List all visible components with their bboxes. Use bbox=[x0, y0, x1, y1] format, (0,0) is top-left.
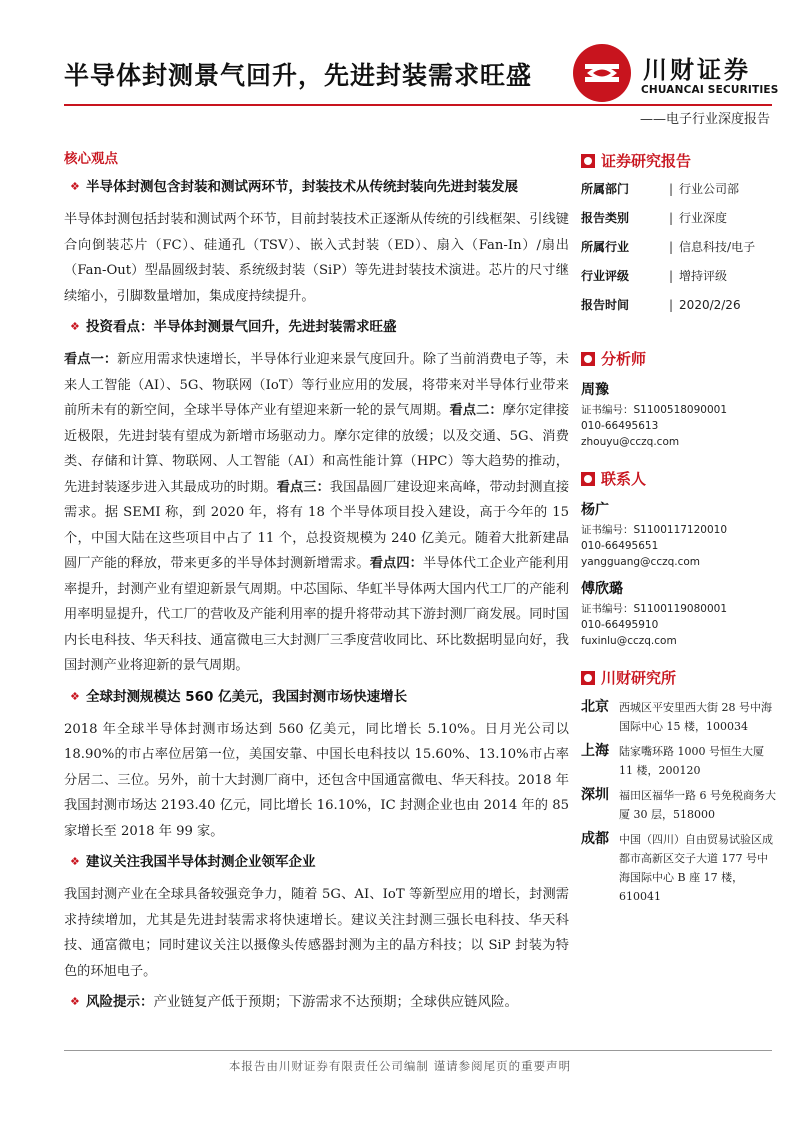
info-key: 报告时间 bbox=[581, 298, 630, 312]
info-value: | 2020/2/26 bbox=[669, 297, 741, 313]
person-cert: 证书编号：S1100119080001 bbox=[581, 603, 728, 615]
info-value: | 行业公司部 bbox=[669, 181, 739, 197]
info-value: | 行业深度 bbox=[669, 210, 727, 226]
risk-text: 产业链复产低于预期；下游需求不达预期；全球供应链风险。 bbox=[153, 994, 518, 1010]
office-city: 成都 bbox=[581, 831, 609, 847]
office-list bbox=[581, 698, 776, 906]
logo-text-en: CHUANCAI SECURITIES bbox=[641, 84, 779, 96]
point-text: 我国晶圆厂建设迎来高峰，带动封测直接需求。据 SEMI 称，到 2020 年，将有 18 个半导体项目投入建设，高于今年的 15 个，中国大陆在这些项目中占了 11 个，总投资规模为 240 亿美元。随着大批新建晶圆厂产能的释放，带来更多的半导体封测新增需求。 bbox=[64, 479, 570, 571]
info-key: 报告类别 bbox=[581, 211, 630, 225]
report-info-list bbox=[581, 181, 776, 326]
report-header bbox=[0, 0, 800, 140]
info-key: 所属行业 bbox=[581, 240, 630, 254]
point-text: 摩尔定律接近极限，先进封装有望成为新增市场驱动力。摩尔定律的放缓；以及交通、5G、消费类、存储和计算、物联网、人工智能（AI）和高性能计算（HPC）等大趋势的推动，先进封装逐步进入其最成功的时期。 bbox=[64, 403, 570, 495]
person-email[interactable]: zhouyu@cczq.com bbox=[581, 436, 680, 448]
diamond-bullet-icon: ❖ bbox=[70, 689, 80, 703]
office-entry bbox=[581, 742, 776, 780]
section-marker-icon bbox=[581, 472, 595, 486]
company-logo bbox=[573, 42, 779, 106]
person-name: 周豫 bbox=[581, 382, 609, 398]
analyst-card bbox=[581, 379, 776, 450]
person-phone: 010-66495910 bbox=[581, 619, 659, 631]
point-label: 看点四： bbox=[369, 556, 423, 571]
diamond-bullet-icon: ❖ bbox=[70, 995, 80, 1008]
section-marker-icon bbox=[581, 671, 595, 685]
info-key: 所属部门 bbox=[581, 182, 630, 196]
person-cert: 证书编号：S1100518090001 bbox=[581, 404, 728, 416]
section-title-text: 川财研究所 bbox=[601, 669, 677, 687]
diamond-bullet-icon: ❖ bbox=[70, 320, 80, 333]
info-value: | 信息科技/电子 bbox=[669, 239, 755, 255]
office-entry bbox=[581, 786, 776, 824]
point-label: 看点三： bbox=[276, 479, 330, 495]
logo-mark-icon bbox=[573, 44, 631, 102]
office-address: 西城区平安里西大街 28 号中海国际中心 15 楼，100034 bbox=[619, 701, 772, 733]
office-address: 中国（四川）自由贸易试验区成都市高新区交子大道 177 号中海国际中心 B 座 17 楼，610041 bbox=[619, 833, 773, 903]
section-label-core-views: 核心观点 bbox=[64, 151, 118, 167]
info-value: | 增持评级 bbox=[669, 268, 727, 284]
office-city: 上海 bbox=[581, 743, 609, 759]
point-label: 看点一： bbox=[64, 352, 118, 367]
section-title-text: 联系人 bbox=[601, 470, 647, 488]
section-title-text: 证券研究报告 bbox=[601, 152, 692, 170]
page-title: 半导体封测景气回升，先进封装需求旺盛 bbox=[64, 61, 533, 90]
person-phone: 010-66495613 bbox=[581, 420, 659, 432]
report-subtitle: ——电子行业深度报告 bbox=[639, 112, 770, 127]
institute-title bbox=[581, 667, 776, 688]
point-text: 半导体代工企业产能利用率提升，封测产业有望迎新景气周期。中芯国际、华虹半导体两大国内代工厂的产能利用率明显提升，代工厂的营收及产能利用率的提升将带动其下游封测厂商发展。同时国内长电科技、华天科技、通富微电三大封测厂三季度营收同比、环比数据明显向好，我国封测产业将迎新的景气周期。 bbox=[64, 556, 570, 673]
risk-label: 风险提示： bbox=[86, 994, 154, 1010]
paragraph-market-size: 2018 年全球半导体封测市场达到 560 亿美元，同比增长 5.10%。日月光公司以 18.90%的市占率位居第一位，美国安靠、中国长电科技以 15.60%、13.10%市占率分居二、三位。另外，前十大封测厂商中，还包含中国通富微电、华天科技。2018 年我国封测市场达 2193.40 亿元，同比增长 16.10%，IC 封测企业也由 2014 年的 85 家增长至 2018 年 99 家。 bbox=[64, 721, 569, 839]
contact-card bbox=[581, 578, 776, 649]
office-entry bbox=[581, 830, 776, 906]
bullet-text: 投资看点：半导体封测景气回升，先进封装需求旺盛 bbox=[86, 319, 397, 335]
header-divider bbox=[64, 104, 772, 106]
logo-text-cn: 川财证券 bbox=[643, 56, 751, 84]
info-key: 行业评级 bbox=[581, 269, 630, 283]
office-entry bbox=[581, 698, 776, 736]
analyst-title bbox=[581, 348, 776, 369]
core-views-column bbox=[64, 140, 569, 1012]
person-email[interactable]: yangguang@cczq.com bbox=[581, 556, 701, 568]
bullet-heading bbox=[64, 852, 569, 872]
bullet-heading bbox=[64, 687, 569, 707]
diamond-bullet-icon: ❖ bbox=[70, 180, 80, 193]
office-address: 陆家嘴环路 1000 号恒生大厦 11 楼，200120 bbox=[619, 745, 764, 777]
person-cert: 证书编号：S1100117120010 bbox=[581, 524, 728, 536]
office-city: 深圳 bbox=[581, 787, 609, 803]
person-email[interactable]: fuxinlu@cczq.com bbox=[581, 635, 677, 647]
office-address: 福田区福华一路 6 号免税商务大厦 30 层，518000 bbox=[619, 789, 776, 821]
contact-title bbox=[581, 468, 776, 489]
person-name: 傅欣璐 bbox=[581, 581, 623, 597]
paragraph-recommendation: 我国封测产业在全球具备较强竞争力，随着 5G、AI、IoT 等新型应用的增长，封测需求持续增加，尤其是先进封装需求将快速增长。建议关注封测三强长电科技、华天科技、通富微电；同时建议关注以摄像头传感器封测为主的晶方科技；以 SiP 封装为特色的环旭电子。 bbox=[64, 887, 569, 979]
diamond-bullet-icon: ❖ bbox=[70, 855, 80, 868]
bullet-text: 半导体封测包含封装和测试两环节，封装技术从传统封装向先进封装发展 bbox=[86, 179, 518, 195]
paragraph-investment-points bbox=[64, 347, 569, 679]
footer-divider bbox=[64, 1050, 772, 1051]
info-row bbox=[581, 268, 776, 297]
info-row bbox=[581, 239, 776, 268]
person-phone: 010-66495651 bbox=[581, 540, 659, 552]
person-name: 杨广 bbox=[581, 502, 609, 518]
sidebar bbox=[581, 150, 776, 912]
point-text: 新应用需求快速增长，半导体行业迎来景气度回升。除了当前消费电子等，未来人工智能（AI）、5G、物联网（IoT）等行业应用的发展，将带来对半导体行业带来前所未有的新空间，全球半导体产业有望迎来新一轮的景气周期。 bbox=[64, 352, 569, 418]
risk-warning bbox=[64, 992, 569, 1012]
info-row bbox=[581, 297, 776, 326]
info-row bbox=[581, 181, 776, 210]
report-info-title bbox=[581, 150, 776, 171]
section-marker-icon bbox=[581, 154, 595, 168]
bullet-text: 全球封测规模达 560 亿美元，我国封测市场快速增长 bbox=[86, 688, 408, 705]
footer-disclaimer: 本报告由川财证券有限责任公司编制 谨请参阅尾页的重要声明 bbox=[228, 1059, 572, 1073]
office-city: 北京 bbox=[581, 699, 609, 715]
section-title-text: 分析师 bbox=[601, 350, 647, 368]
point-label: 看点二： bbox=[449, 403, 503, 418]
info-row bbox=[581, 210, 776, 239]
bullet-text: 建议关注我国半导体封测企业领军企业 bbox=[86, 854, 316, 870]
contact-card bbox=[581, 499, 776, 570]
bullet-heading bbox=[64, 177, 569, 197]
bullet-heading bbox=[64, 317, 569, 337]
section-marker-icon bbox=[581, 352, 595, 366]
paragraph-packaging: 半导体封测包括封装和测试两个环节，目前封装技术正逐渐从传统的引线框架、引线键合向倒装芯片（FC）、硅通孔（TSV）、嵌入式封装（ED）、扇入（Fan-In）/扇出（Fan-Out）型晶圆级封装、系统级封装（SiP）等先进封装技术演进。芯片的尺寸继续缩小，引脚数量增加，集成度持续提升。 bbox=[64, 212, 569, 304]
